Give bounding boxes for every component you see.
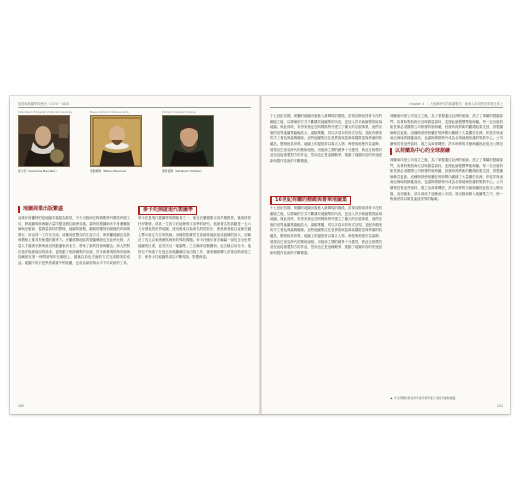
right-running-header: chapter 4 ｜ 大航海時代的地圖製作：歐洲人如何把世界畫在紙上 xyxy=(409,102,503,106)
portrait-bottom-caption: 奧特留斯（Abraham Ortelius） xyxy=(162,169,204,173)
section-heading: 16世紀荷蘭的精緻與奢華地圖集 xyxy=(270,196,351,205)
body-column-continued: 荷蘭東印度公司成立之後，為了掌握通往亞洲的航線，設立了專屬的製圖部門，負責收集航海日誌與測量資料，並據此繪製標準航海圖。每一位出航的船長都必須攜帶公司核發的航海圖，回航時再將新的觀測結果交回，供製圖師修訂更新。這種制度使荷蘭在短時間內累積了大量關於非洲、印度洋與東南亞海域的精確資訊，也讓阿姆斯特丹成為全球地理知識的集散中心。公司嚴格控管這些資料，視之為商業機密，許多珍貴的手繪海圖因此從未公開出版。直到後來，部分資訊才逐漸流入市面，被出版商納入地圖集之中，使一般讀者得以窺見遙遠世界的輪廓。 xyxy=(390,158,503,202)
body-column: 這幾年荷蘭特的是地圖市場最為繁榮，不少出版商在阿姆斯特丹開設印刷工坊，將地圖與航海圖大量印製並銷往歐洲各地。當時的製圖師多半身兼雕版師與出版商，從測量資料的整理、地圖的繪製、銅版的雕刻到最後的印刷與發行，皆由同一工作坊完成。這種高度整合的生產方式，使荷蘭地圖在品質與價格上都具有極強的競爭力。法蘭德斯地區的製圖傳統也在此時北移，大量人才隨著宗教與政治的動盪來到北方，帶來了新的技術與觀念。商人們對於遠洋航線資訊的渴求，更推動了航海圖集的出版，許多新發現的海岸線與島嶼都在第一時間被刻印在銅版上，隨後以彩色手繪的方式完成精美的成品。地圖不再只是學者書齋中的收藏，也成為商旅與水手不可或缺的工具。 xyxy=(18,216,130,265)
portrait-top-caption: Ortus Rerum Fotograph of Mercator Gerardus xyxy=(18,111,73,114)
book-spread xyxy=(10,96,510,414)
portrait-plancius xyxy=(90,111,160,173)
section-heading: 麥卡托開啟現代製圖學 xyxy=(138,206,197,215)
mercator-portrait-image xyxy=(18,115,70,167)
portrait-bottom-caption: 普朗修斯（Petrus Plancius） xyxy=(90,169,128,173)
footnote: ★ 今日荷蘭仍保存許多當年東印度公司的手繪航海圖。 xyxy=(390,396,459,400)
ortelius-portrait-image xyxy=(162,115,214,167)
page-number: 101 xyxy=(496,404,503,408)
section-heading: 地圖商業出版繁盛 xyxy=(18,206,63,213)
portrait-mercator xyxy=(18,111,88,173)
body-column: 荷蘭東印度公司成立之後，為了掌握通往亞洲的航線，設立了專屬的製圖部門，負責收集航海日誌與測量資料，並據此繪製標準航海圖。每一位出航的船長都必須攜帶公司核發的航海圖，回航時再將新的觀測結果交回，供製圖師修訂更新。這種制度使荷蘭在短時間內累積了大量關於非洲、印度洋與東南亞海域的精確資訊，也讓阿姆斯特丹成為全球地理知識的集散中心。公司嚴格控管這些資料，視之為商業機密，許多珍貴的手繪海圖因此從未公開出 xyxy=(390,114,503,146)
right-page xyxy=(262,96,511,414)
header-rule xyxy=(270,107,503,108)
left-running-header: 地図與地圖學的歷史／1570－1630 xyxy=(18,102,70,106)
header-rule xyxy=(18,107,251,108)
portrait-bottom-caption: 麥卡托（Gerardus Mercator） xyxy=(18,169,59,173)
body-column: 麥卡托是現代製圖學的開創者之一，他在法蘭德斯完成早期教育，後來移居杜伊斯堡，終其一生致力於地理與宇宙學的研究。他最著名的貢獻是一五六九年發表的世界地圖，採用後來以他命名的投影法，使航海者能以直線在圖上標示恆定方位的航線。這種投影雖然在高緯度地區造成面積的放大，卻解決了長久以來困擾航海家的導航問題。麥卡托晚年著手編纂一部包含全世界地圖的巨著，並首次以「地圖集」之名稱呼這類圖冊，此名稱沿用至今。他的兒子與孫子在他去世後繼續完成出版工作，後來銅版轉入洪第烏斯家族之手，使麥卡托地圖集得以不斷再版，影響深遠。 xyxy=(138,216,251,260)
portrait-top-caption: Portrait of Abraham Ortelius xyxy=(162,111,196,114)
portrait-row xyxy=(18,111,251,175)
left-page xyxy=(10,96,259,414)
section-heading: 以荷蘭為中心的全球測繪 xyxy=(390,148,450,155)
body-column-continued: 十七世紀初期，荷蘭的地圖出版進入最輝煌的階段。洪第烏斯取得麥卡托的銅版之後，以增補的方式不斷擴充地圖集的內容，並加入許多新繪製的區域地圖。與此同時，布勞家族也在阿姆斯特丹建立了龐大的出版事業，他們出版的世界地圖集篇幅浩大、裝幀華麗，常以多卷本的形式呈現，並配有精美的手工著色與裝飾圖案。這些地圖集往往是貴族與富商炫耀財富與學識的收藏品，價格極其昂貴。地圖上的邊框常以寓言人物、海怪與船隻作為裝飾，展現出巴洛克時代的藝術風格。出版商之間的競爭十分激烈，彼此互相模仿甚至直接複製對方的作品，然而也正是這種競爭，推動了地圖內容的快速更新與製作技術的不斷精進。 xyxy=(270,206,382,255)
page-number: 100 xyxy=(18,404,25,408)
portrait-ortelius xyxy=(162,111,232,173)
plancius-portrait-image xyxy=(90,115,142,167)
body-column: 十七世紀初期，荷蘭的地圖出版進入最輝煌的階段。洪第烏斯取得麥卡托的銅版之後，以增補的方式不斷擴充地圖集的內容，並加入許多新繪製的區域地圖。與此同時，布勞家族也在阿姆斯特丹建立了龐大的出版事業，他們出版的世界地圖集篇幅浩大、裝幀華麗，常以多卷本的形式呈現，並配有精美的手工著色與裝飾圖案。這些地圖集往往是貴族與富商炫耀財富與學識的收藏品，價格極其昂貴。地圖上的邊框常以寓言人物、海怪與船隻作為裝飾，展現出巴洛克時代的藝術風格。出版商之間的競爭十分激烈，彼此互相模仿甚至直接複製對方的作品，然而也正是這種競爭，推動了地圖內容的快速更新與製作技術的不斷精進。 xyxy=(270,114,382,163)
portrait-top-caption: Plaque Portrait of Plancius Carte xyxy=(90,111,129,114)
